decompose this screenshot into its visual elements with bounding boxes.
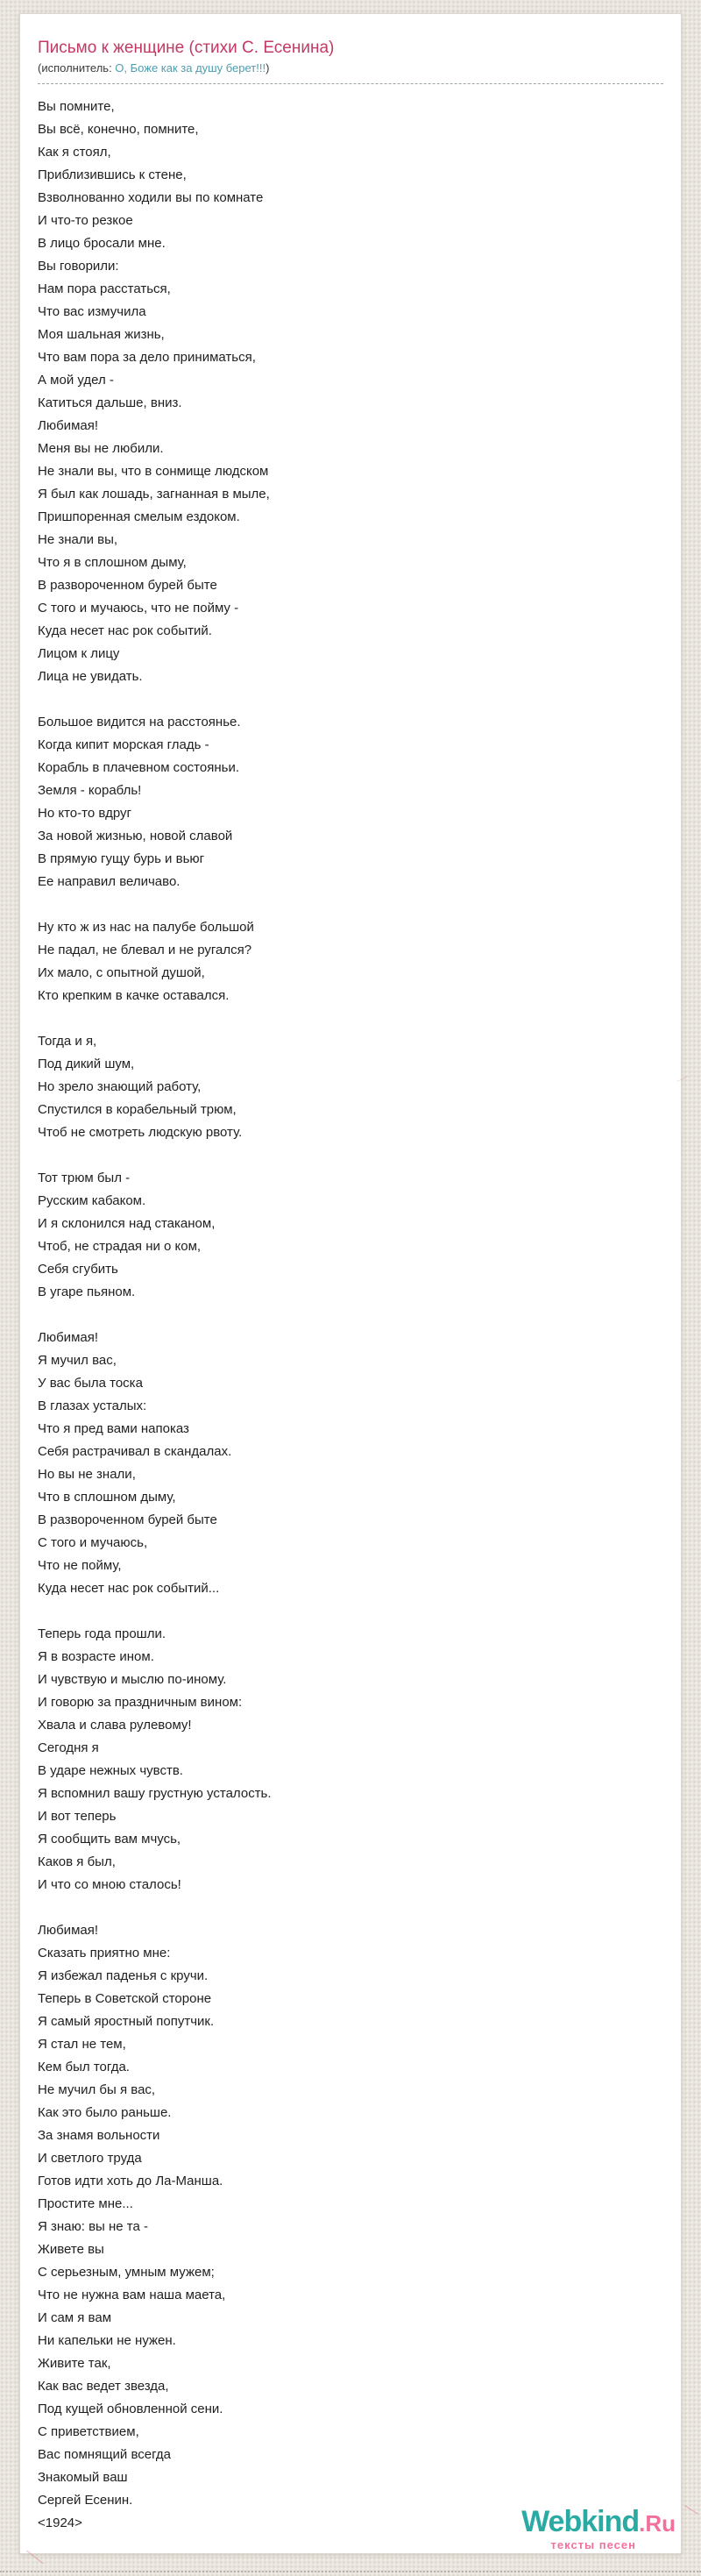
lyric-line: Ни капельки не нужен. [38,2333,176,2348]
background-scratch [684,2505,698,2514]
lyric-line: У вас была тоска [38,1376,143,1391]
webkind-logo[interactable] [521,2505,676,2551]
lyric-line: Что вас измучила [38,304,146,319]
lyric-line: В развороченном бурей быте [38,1512,217,1527]
lyric-line: В ударе нежных чувств. [38,1763,183,1778]
lyric-line: Знакомый ваш [38,2470,128,2485]
lyric-line [38,1144,663,1167]
lyric-line: С серьезным, умным мужем; [38,2265,215,2280]
lyric-line: Земля - корабль! [38,783,142,798]
lyric-line: И я склонился над стаканом, [38,1216,216,1231]
page-bottom-texture [0,2571,701,2572]
lyric-line: Русским кабаком. [38,1193,146,1208]
lyric-line: Ну кто ж из нас на палубе большой [38,920,254,935]
lyric-line: И что со мною сталось! [38,1877,181,1892]
lyric-line: Спустился в корабельный трюм, [38,1102,237,1117]
lyric-line [38,1896,663,1919]
lyric-line: Вы всё, конечно, помните, [38,122,199,137]
lyric-line: Сказать приятно мне: [38,1946,171,1960]
lyric-line: Под дикий шум, [38,1057,135,1071]
lyric-line: Как это было раньше. [38,2105,172,2120]
lyric-line: Вы говорили: [38,259,119,274]
lyric-line: Не падал, не блевал и не ругался? [38,943,252,957]
lyric-line [38,1600,663,1623]
lyric-line: Живете вы [38,2242,104,2257]
lyric-line: И чувствую и мыслю по-иному. [38,1672,227,1687]
lyric-line [38,1007,663,1030]
lyric-line: Я был как лошадь, загнанная в мыле, [38,487,270,502]
logo-ru-text: .Ru [639,2510,676,2537]
performer-suffix: ) [266,61,270,75]
lyric-line: Что я в сплошном дыму, [38,555,187,570]
lyric-line: Тогда и я, [38,1034,97,1049]
lyric-line: Не знали вы, что в сонмище людском [38,464,269,479]
logo-webkind-text: Webkind [521,2505,640,2538]
lyric-line: Приблизившись к стене, [38,167,187,182]
lyric-line: А мой удел - [38,373,114,388]
lyric-line: Вы помните, [38,99,115,114]
lyric-line: Лица не увидать. [38,669,143,684]
lyric-line: Живите так, [38,2356,111,2371]
lyric-line: Под кущей обновленной сени. [38,2402,223,2416]
lyric-line: Но кто-то вдруг [38,806,132,821]
lyric-line: Хвала и слава рулевому! [38,1718,192,1733]
lyric-line: В угаре пьяном. [38,1284,136,1299]
logo-tagline: тексты песен [550,2538,636,2551]
lyric-line [38,893,663,916]
lyric-line: Я знаю: вы не та - [38,2219,149,2234]
lyric-line: Не мучил бы я вас, [38,2082,156,2097]
lyric-line: Когда кипит морская гладь - [38,737,209,752]
lyric-line: Сергей Есенин. [38,2493,133,2508]
lyric-line: Я сообщить вам мчусь, [38,1832,181,1847]
lyric-line: Взволнованно ходили вы по комнате [38,190,264,205]
page-title: Письмо к женщине (стихи С. Есенина) [38,39,335,57]
lyric-line: Любимая! [38,1923,99,1938]
lyric-line: Корабль в плачевном состояньи. [38,760,239,775]
lyric-line: Простите мне... [38,2196,133,2211]
lyric-line: За знамя вольности [38,2128,160,2143]
lyric-line: Куда несет нас рок событий. [38,623,212,638]
lyric-line: Кем был тогда. [38,2060,130,2074]
lyric-line: Любимая! [38,1330,99,1345]
lyric-line: Вас помнящий всегда [38,2447,171,2462]
lyric-line: Большое видится на расстоянье. [38,715,241,729]
lyric-line: Ее направил величаво. [38,874,181,889]
lyric-line: Я стал не тем, [38,2037,126,2052]
lyric-line: Тот трюм был - [38,1171,131,1185]
lyric-line: Каков я был, [38,1854,116,1869]
lyric-line: Что вам пора за дело приниматься, [38,350,256,365]
lyric-line: Сегодня я [38,1740,99,1755]
webkind-logo-wordmark [521,2505,676,2542]
lyric-line: Я избежал паденья с кручи. [38,1968,209,1983]
lyric-line: И говорю за праздничным вином: [38,1695,243,1710]
performer-line [38,61,663,84]
lyric-line: Но зрело знающий работу, [38,1079,202,1094]
lyric-line: Как я стоял, [38,145,111,160]
lyric-line: Что не нужна вам наша маета, [38,2288,226,2302]
lyric-line: В прямую гущу бурь и вьюг [38,851,205,866]
lyric-line: Не знали вы, [38,532,118,547]
lyric-line: И сам я вам [38,2310,112,2325]
lyric-line: Чтоб не смотреть людскую рвоту. [38,1125,243,1140]
lyric-line [38,1304,663,1327]
lyric-line: Что в сплошном дыму, [38,1490,176,1505]
lyric-line: Чтоб, не страдая ни о ком, [38,1239,202,1254]
lyric-line: И что-то резкое [38,213,133,228]
lyric-line: И светлого труда [38,2151,142,2166]
lyric-line [38,688,663,711]
lyric-line: За новой жизнью, новой славой [38,829,233,843]
lyric-line: Себя сгубить [38,1262,118,1277]
lyric-line: И вот теперь [38,1809,117,1824]
lyric-line: Кто крепким в качке оставался. [38,988,230,1003]
lyric-line: Лицом к лицу [38,646,120,661]
performer-label: (исполнитель: [38,61,116,75]
lyric-line: Что я пред вами напоказ [38,1421,189,1436]
lyric-line: Любимая! [38,418,99,433]
lyric-line: Нам пора расстаться, [38,281,171,296]
lyric-line: Катиться дальше, вниз. [38,395,182,410]
lyric-line: Их мало, с опытной душой, [38,965,205,980]
lyrics-card [19,13,682,2554]
lyric-line: С приветствием, [38,2424,139,2439]
lyric-line: С того и мучаюсь, [38,1535,148,1550]
lyric-line: Я самый яростный попутчик. [38,2014,215,2029]
lyric-line: Но вы не знали, [38,1467,136,1482]
lyric-line: В лицо бросали мне. [38,236,166,251]
lyric-line: Теперь года прошли. [38,1626,166,1641]
performer-link[interactable]: О, Боже как за душу берет!!! [115,61,266,75]
lyric-line: Как вас ведет звезда, [38,2379,169,2394]
lyric-line: Готов идти хоть до Ла-Манша. [38,2174,223,2188]
lyric-line: Моя шальная жизнь, [38,327,165,342]
lyric-line: С того и мучаюсь, что не пойму - [38,601,239,616]
lyric-line: Пришпоренная смелым ездоком. [38,509,240,524]
lyric-line: Что не пойму, [38,1558,122,1573]
lyric-line: Я в возрасте ином. [38,1649,154,1664]
lyric-line: Меня вы не любили. [38,441,164,456]
lyric-line: Куда несет нас рок событий... [38,1581,220,1596]
lyrics-text [38,96,663,2535]
lyric-line: <1924> [38,2516,82,2530]
lyric-line: Теперь в Советской стороне [38,1991,212,2006]
lyric-line: В глазах усталых: [38,1398,147,1413]
lyric-line: Я вспомнил вашу грустную усталость. [38,1786,272,1801]
lyric-line: Я мучил вас, [38,1353,117,1368]
lyric-line: Себя растрачивал в скандалах. [38,1444,232,1459]
lyric-line: В развороченном бурей быте [38,578,217,593]
